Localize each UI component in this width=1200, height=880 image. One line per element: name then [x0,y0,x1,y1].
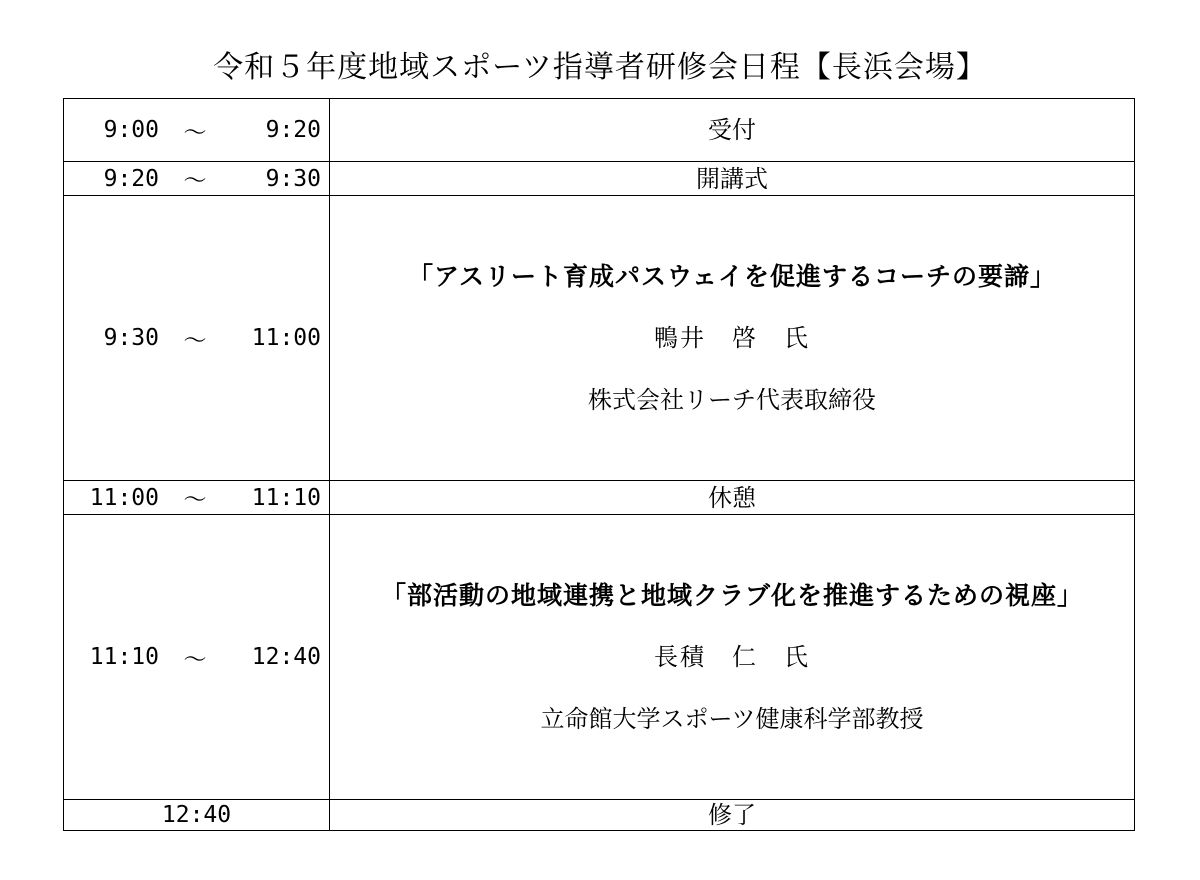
time-cell [64,99,330,162]
time-separator: ～ [183,327,207,354]
lecture-speaker: 長積 仁 氏 [654,643,810,671]
start-time: 11:00 [89,484,159,511]
speaker-affiliation: 立命館大学スポーツ健康科学部教授 [540,705,924,733]
end-time: 11:00 [251,325,321,351]
time-cell [64,196,330,481]
event-label: 受付 [708,116,756,144]
schedule-row [64,515,1135,800]
event-label: 開講式 [696,164,768,193]
end-time: 9:20 [265,117,321,143]
lecture-cell [330,196,1135,481]
time-cell [64,481,330,515]
schedule-table [63,98,1135,831]
time-cell [64,515,330,800]
lecture-title: 「部活動の地域連携と地域クラブ化を推進するための視座」 [380,581,1083,610]
event-label: 休憩 [708,483,756,512]
time-cell [64,800,330,831]
schedule-row [64,800,1135,831]
event-cell [330,481,1135,515]
end-time: 12:40 [161,802,232,828]
start-time: 11:10 [89,644,159,670]
time-separator: ～ [183,119,207,146]
event-label: 修了 [708,801,756,829]
schedule-row [64,162,1135,196]
speaker-affiliation: 株式会社リーチ代表取締役 [588,386,876,414]
lecture-speaker: 鴨井 啓 氏 [654,324,810,352]
end-time: 12:40 [251,644,321,670]
event-cell [330,162,1135,196]
time-cell [64,162,330,196]
schedule-row [64,196,1135,481]
start-time: 9:30 [103,325,159,351]
document-title: 令和５年度地域スポーツ指導者研修会日程【長浜会場】 [213,50,987,85]
event-cell [330,99,1135,162]
end-time: 11:10 [251,484,321,511]
time-separator: ～ [183,646,207,673]
time-separator: ～ [183,487,207,513]
lecture-cell [330,515,1135,800]
end-time: 9:30 [265,165,321,192]
start-time: 9:20 [103,165,159,192]
time-separator: ～ [183,168,207,194]
lecture-title: 「アスリート育成パスウェイを促進するコーチの要諦」 [407,262,1056,291]
schedule-row [64,99,1135,162]
event-cell [330,800,1135,831]
start-time: 9:00 [103,117,159,143]
schedule-row [64,481,1135,515]
